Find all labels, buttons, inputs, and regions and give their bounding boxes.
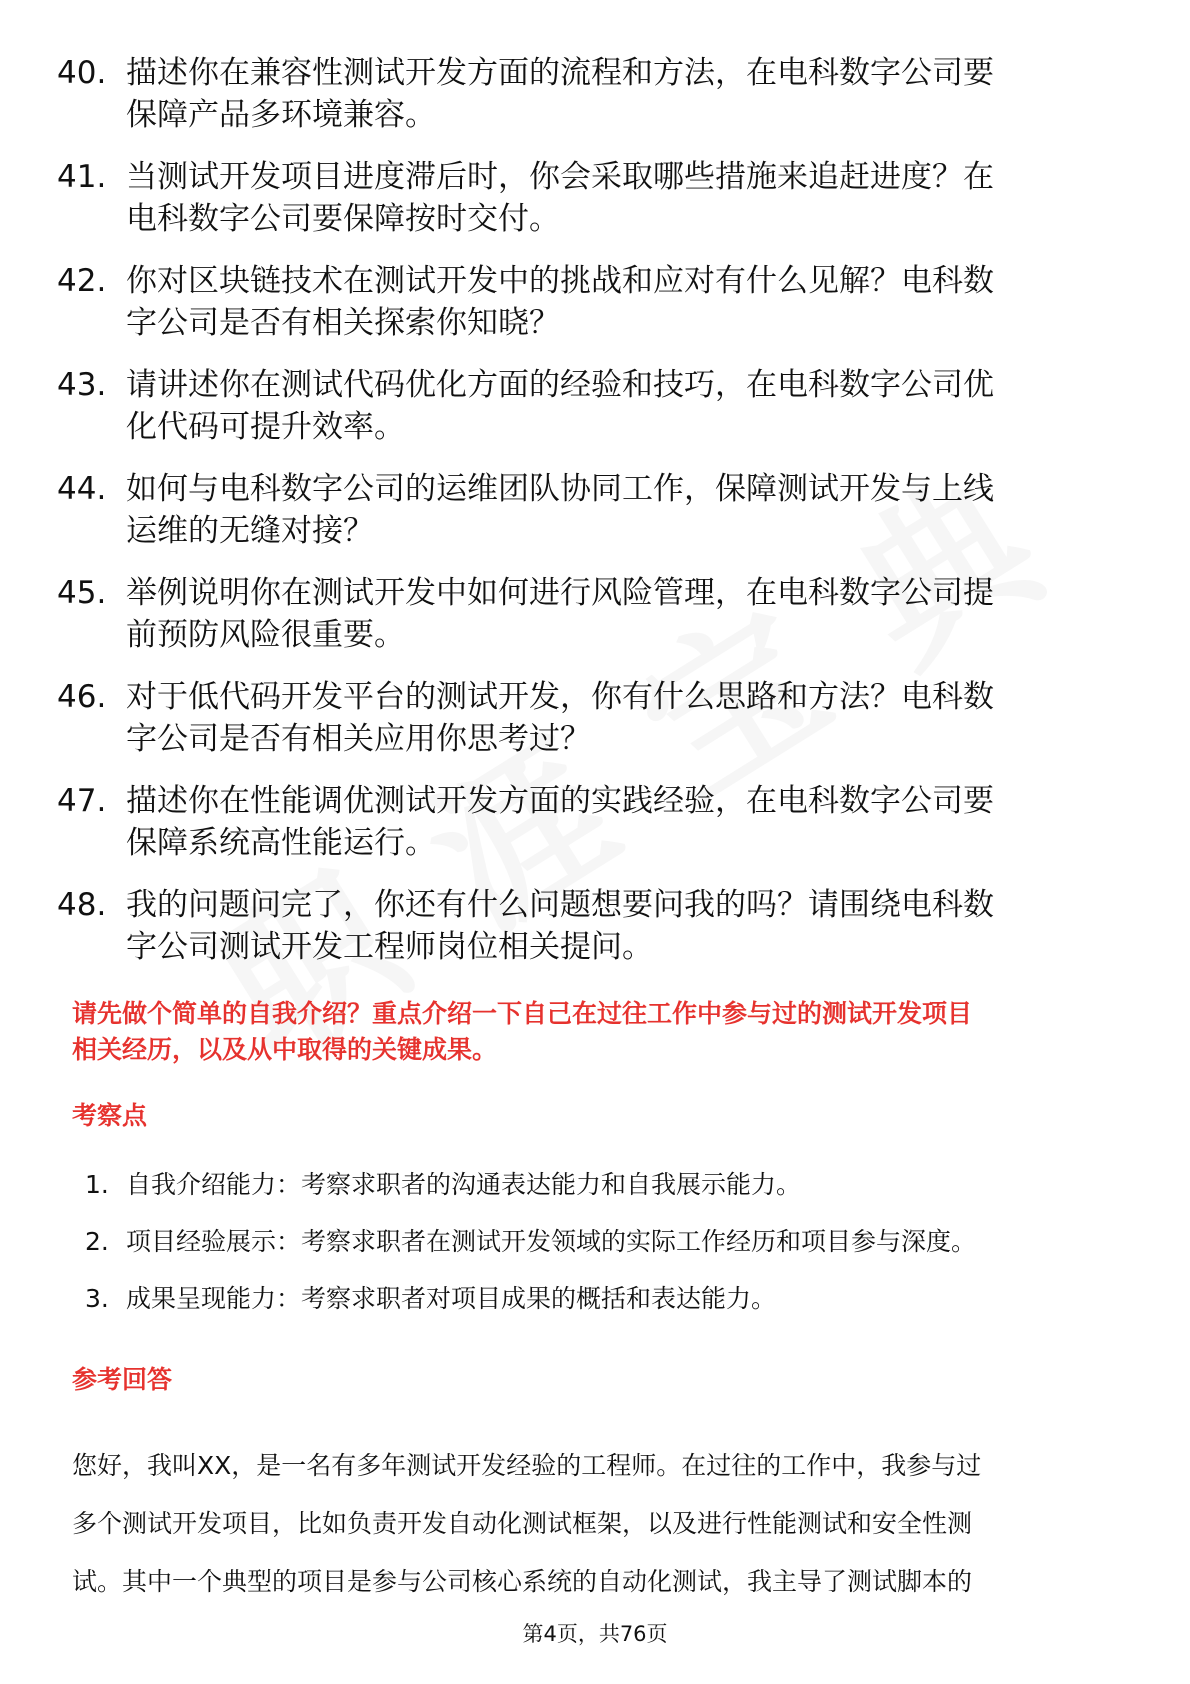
exam-point-text: 自我介绍能力：考察求职者的沟通表达能力和自我展示能力。 [126, 1170, 802, 1199]
question-text: 我的问题问完了，你还有什么问题想要问我的吗？请围绕电科数 字公司测试开发工程师岗位相关提问。 [126, 887, 994, 965]
question-text: 描述你在兼容性测试开发方面的流程和方法，在电科数字公司要 保障产品多环境兼容。 [126, 55, 994, 133]
question-text: 当测试开发项目进度滞后时，你会采取哪些措施来追赶进度？在 电科数字公司要保障按时交付。 [126, 159, 994, 237]
exam-point-item [0, 1224, 1190, 1281]
question-item [0, 468, 1190, 572]
interview-question-headline: 请先做个简单的自我介绍？重点介绍一下自己在过往工作中参与过的测试开发项目 相关经历，以及从中取得的关键成果。 [72, 999, 973, 1064]
exam-points-title: 考察点 [72, 1101, 148, 1130]
exam-point-number: 3. [85, 1284, 109, 1313]
question-number: 45. [57, 575, 107, 611]
question-number: 40. [57, 55, 107, 91]
exam-point-item [0, 1281, 1190, 1338]
question-text: 请讲述你在测试代码优化方面的经验和技巧，在电科数字公司优 化代码可提升效率。 [126, 367, 994, 445]
question-number: 42. [57, 263, 107, 299]
question-item [0, 884, 1190, 988]
question-text: 如何与电科数字公司的运维团队协同工作，保障测试开发与上线 运维的无缝对接？ [126, 471, 994, 549]
exam-point-number: 1. [85, 1170, 109, 1199]
reference-answer-title: 参考回答 [72, 1365, 173, 1394]
exam-point-number: 2. [85, 1227, 109, 1256]
reference-answer-text: 您好，我叫XX，是一名有多年测试开发经验的工程师。在过往的工作中，我参与过 多个测试开发项目，比如负责开发自动化测试框架，以及进行性能测试和安全性测 试。其中一个典型的项目是参与公司核心系统的自动化测试，我主导了测试脚本的 [72, 1451, 982, 1596]
question-number: 48. [57, 887, 107, 923]
question-item [0, 676, 1190, 780]
exam-point-text: 成果呈现能力：考察求职者对项目成果的概括和表达能力。 [126, 1284, 777, 1313]
exam-points-list [0, 1167, 1190, 1338]
question-number: 47. [57, 783, 107, 819]
page-footer: 第4页，共76页 [522, 1622, 668, 1646]
question-text: 举例说明你在测试开发中如何进行风险管理，在电科数字公司提 前预防风险很重要。 [126, 575, 994, 653]
question-text: 对于低代码开发平台的测试开发，你有什么思路和方法？电科数 字公司是否有相关应用你思考过？ [126, 679, 994, 757]
question-item [0, 260, 1190, 364]
question-text: 描述你在性能调优测试开发方面的实践经验，在电科数字公司要 保障系统高性能运行。 [126, 783, 994, 861]
question-item [0, 364, 1190, 468]
question-list [0, 52, 1190, 988]
question-number: 46. [57, 679, 107, 715]
question-item [0, 572, 1190, 676]
question-text: 你对区块链技术在测试开发中的挑战和应对有什么见解？电科数 字公司是否有相关探索你知晓？ [126, 263, 994, 341]
question-item [0, 156, 1190, 260]
question-item [0, 52, 1190, 156]
question-item [0, 780, 1190, 884]
exam-point-text: 项目经验展示：考察求职者在测试开发领域的实际工作经历和项目参与深度。 [126, 1227, 977, 1256]
question-number: 44. [57, 471, 107, 507]
question-number: 41. [57, 159, 107, 195]
exam-point-item [0, 1167, 1190, 1224]
question-number: 43. [57, 367, 107, 403]
